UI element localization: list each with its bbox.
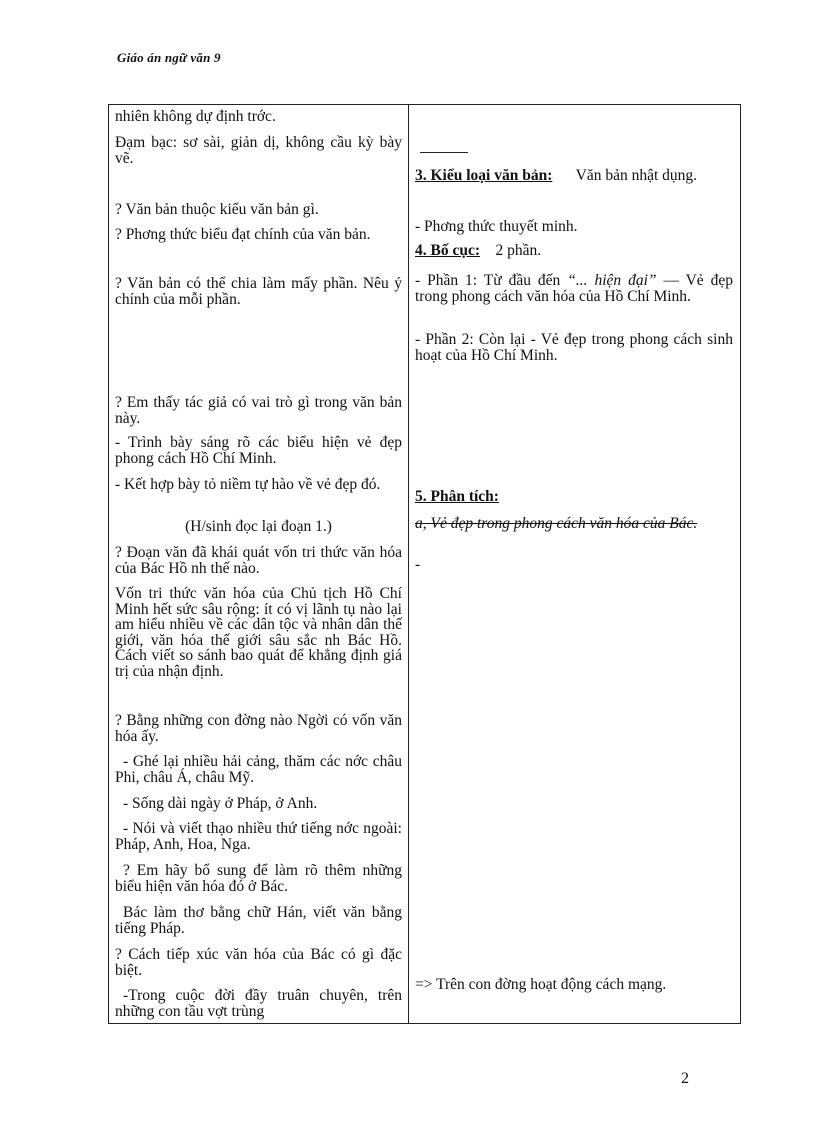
left-paragraph-2: Đạm bạc: sơ sài, giản dị, không cầu kỳ bày vẽ. [115,134,402,167]
left-question-contact: ? Cách tiếp xúc văn hóa của Bác có gì đặc biệt. [115,946,402,979]
left-bullet-languages: - Nói và viết thạo nhiều thứ tiếng nớc ngoài: Pháp, Anh, Hoa, Nga. [115,820,402,853]
left-question-author-role: ? Em thấy tác giả có vai trò gì trong văn bản này. [115,394,402,427]
right-expression: - Phơng thức thuyết minh. [415,218,578,235]
document-header: Giáo án ngữ văn 9 [117,50,221,65]
short-rule [420,152,468,153]
left-paragraph-1: nhiên không dự định trớc. [115,108,276,125]
left-paragraph-present: - Trình bày sáng rõ các biểu hiện vẻ đẹp phong cách Hồ Chí Minh. [115,434,402,467]
heading-text-type: 3. Kiểu loại văn bản: [415,167,553,184]
left-question-path: ? Bằng những con đờng nào Ngời có vốn văn hóa ấy. [115,712,402,745]
structure-value: 2 phần. [495,242,542,259]
section-a-title: a, Vẻ đẹp trong phong cách văn hóa của Bác. [415,515,698,532]
part-1-desc: — Vẻ đẹp trong phong cách văn hóa của Hồ Chí Minh. [415,272,734,305]
part-1-intro: - Phần 1: Từ đầu đến [415,272,561,289]
left-paragraph-poetry: Bác làm thơ bằng chữ Hán, viết văn bằng tiếng Pháp. [115,904,402,937]
column-divider [408,105,409,1023]
heading-structure: 4. Bố cục: [415,242,481,259]
right-part-1 [415,273,733,304]
text-type-value: Văn bản nhật dụng. [575,167,698,184]
right-conclusion: => Trên con đờng hoạt động cách mạng. [415,976,667,993]
heading-analysis [415,489,733,505]
lesson-table [108,104,741,1024]
left-question-add: ? Em hãy bổ sung để làm rõ thêm những biểu hiện văn hóa đó ở Bác. [115,862,402,895]
analysis-label: 5. Phân tích: [415,488,499,505]
part-1-quote: “... hiện đại” [567,272,657,289]
left-question-expression: ? Phơng thức biểu đạt chính của văn bản. [115,226,371,243]
left-bullet-living: - Sống dài ngày ở Pháp, ở Anh. [123,795,318,812]
left-question-knowledge: ? Đoạn văn đã khái quát vốn tri thức văn hóa của Bác Hồ nh thế nào. [115,544,402,577]
right-structure [415,243,733,259]
left-instruction: (H/sinh đọc lại đoạn 1.) [185,518,332,535]
left-paragraph-pride: - Kết hợp bày tỏ niềm tự hào về vẻ đẹp đó. [115,476,381,493]
right-part-2: - Phần 2: Còn lại - Vẻ đẹp trong phong cách sinh hoạt của Hồ Chí Minh. [415,331,733,364]
left-question-text-type: ? Văn bản thuộc kiểu văn bản gì. [115,201,319,218]
left-paragraph-life: -Trong cuộc đời đầy truân chuyên, trên những con tầu vợt trùng [115,987,402,1020]
left-bullet-ports: - Ghé lại nhiều hải cảng, thăm các nớc châu Phi, châu Á, châu Mỹ. [115,753,402,786]
page-number: 2 [681,1070,689,1087]
section-a-dash: - [415,556,421,573]
right-text-type [415,168,733,184]
left-question-structure: ? Văn bản có thể chia làm mấy phần. Nêu ý chính của mỗi phần. [115,275,402,308]
left-paragraph-knowledge: Vốn tri thức văn hóa của Chủ tịch Hồ Chí Minh hết sức sâu rộng: ít có vị lãnh tụ nào lại am hiểu nhiều về các dân tộc và nhân dân thế giới, văn hóa thế giới sâu sắc nh Bác Hồ. Cách viết so sánh bao quát để khẳng định giá trị của nhận định. [115,585,402,680]
